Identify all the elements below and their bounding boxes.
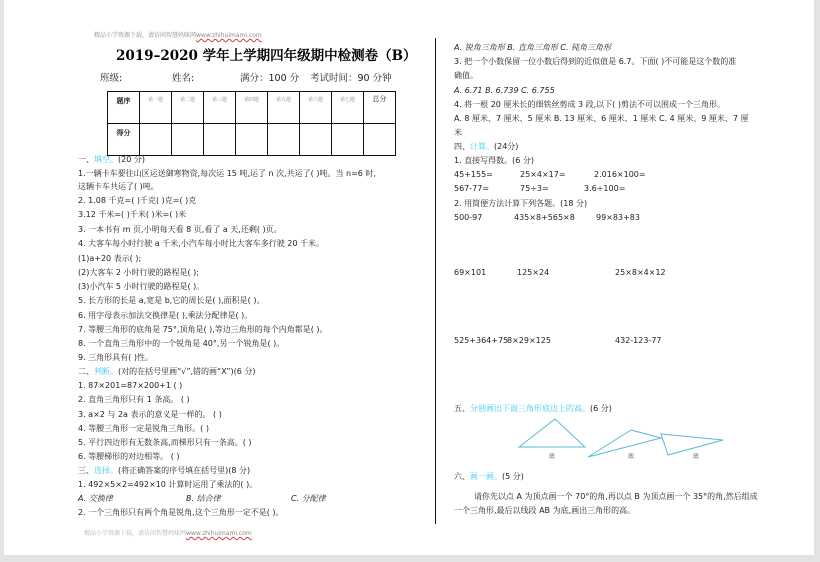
section2-prefix: 二、 <box>78 367 94 376</box>
col-q3: 第三题 <box>204 92 236 124</box>
s2-line: 1. 87×201=87×200+1 ( ) <box>78 381 183 390</box>
section6-title: 画一画。 <box>470 472 502 481</box>
section2-instructions: (对的在括号里画“√”,错的画“X”)(6 分) <box>118 367 256 376</box>
s3-q1-option-a: A. 交换律 <box>78 494 113 503</box>
watermark-text: 精品小学资源下载，请访问智慧妈咪网 <box>84 530 187 537</box>
section1-prefix: 一、 <box>78 155 94 164</box>
section3-prefix: 三、 <box>78 466 94 475</box>
s2-line: 2. 直角三角形只有 1 条高。 ( ) <box>78 395 190 404</box>
s1-line: (2)大客车 2 小时行驶的路程是( ); <box>78 268 199 277</box>
s4-direct-item: 2.016×100= <box>594 170 646 179</box>
exam-title: 2019–2020 学年上学期四年级期中检测卷（B） <box>116 48 417 64</box>
section2-title: 判断。 <box>94 367 118 376</box>
s3-q1: 1. 492×5×2=492×10 计算时运用了乘法的( )。 <box>78 480 258 489</box>
s4-direct-item: 45+155= <box>454 170 493 179</box>
s1-line: 3.12 千米=( )千米( )米=( )米 <box>78 210 187 219</box>
s1-line: 3. 一本书有 m 页,小明每天看 8 页,看了 a 天,还剩( )页。 <box>78 225 282 234</box>
s1-line: 5. 长方形的长是 a,宽是 b,它的周长是( ),面积是( )。 <box>78 296 265 305</box>
col-q4: 第四题 <box>236 92 268 124</box>
watermark-url[interactable]: www.zhihuimami.com <box>186 530 252 537</box>
row-label-score: 得分 <box>108 124 140 156</box>
triangles-figure <box>4 0 814 555</box>
base-label-1: 底 <box>549 453 556 460</box>
s4-sub1: 1. 直接写得数。(6 分) <box>454 156 535 165</box>
s4-simplify-item: 525+364+75 <box>454 336 509 345</box>
s4-simplify-item: 432-123-77 <box>615 336 662 345</box>
s1-line: 这辆卡车共运了( )吨。 <box>78 182 159 191</box>
s4-sub2: 2. 用简便方法计算下列各题。(18 分) <box>454 199 588 208</box>
s1-line: 9. 三角形具有( )性。 <box>78 353 153 362</box>
class-label: 班级: <box>100 73 123 84</box>
exam-page <box>4 0 814 555</box>
exam-time: 考试时间：90 分钟 <box>310 73 392 84</box>
s3-q1-option-c: C. 分配律 <box>291 494 326 503</box>
section6-points: (5 分) <box>502 472 524 481</box>
full-score: 满分：100 分 <box>240 73 300 84</box>
s6-line2: 一个三角形,最后以线段 AB 为底,画出三角形的高。 <box>454 506 636 515</box>
s3-q4-options-line1: A. 8 厘米、7 厘米、5 厘米 B. 13 厘米、6 厘米、1 厘米 C. 4 厘米、9 厘米、7 厘 <box>454 114 749 123</box>
s2-line: 6. 等腰梯形的对边相等。 ( ) <box>78 452 180 461</box>
s2-line: 3. a×2 与 2a 表示的意义是一样的。 ( ) <box>78 410 222 419</box>
s1-line: (1)a+20 表示( ); <box>78 254 142 263</box>
s4-simplify-item: 69×101 <box>454 268 487 277</box>
s1-line: 1.一辆卡车要往山区运送御寒物资,每次运 15 吨,运了 n 次,共运了( )吨。当 n=6 时, <box>78 169 376 178</box>
section5-prefix: 五、 <box>454 404 470 413</box>
section3-instructions: (将正确答案的序号填在括号里)(8 分) <box>118 466 251 475</box>
row-label-order: 题序 <box>108 92 140 124</box>
s1-line: 8. 一个直角三角形中的一个锐角是 40°,另一个锐角是( )。 <box>78 339 285 348</box>
section3-title: 选择。 <box>94 466 118 475</box>
col-q5: 第五题 <box>268 92 300 124</box>
triangle-2 <box>588 430 661 457</box>
s4-direct-item: 3.6÷100= <box>584 184 626 193</box>
col-q7: 第七题 <box>332 92 364 124</box>
s3-q3-line1: 3. 把一个小数保留一位小数后得到的近似值是 6.7。下面( )不可能是这个数的准 <box>454 57 737 66</box>
s2-line: 4. 等腰三角形一定是锐角三角形。( ) <box>78 424 209 433</box>
s3-q4: 4. 将一根 20 厘米长的细铁丝剪成 3 段,以下( )剪法不可以围成一个三角形。 <box>454 100 725 109</box>
s1-line: 6. 用字母表示加法交换律是( ),乘法分配律是( )。 <box>78 311 253 320</box>
col-q1: 第一题 <box>140 92 172 124</box>
s1-line: 4. 大客车每小时行驶 a 千米,小汽车每小时比大客车多行驶 20 千米。 <box>78 239 324 248</box>
s3-q2-options: A. 锐角三角形 B. 直角三角形 C. 钝角三角形 <box>454 43 612 52</box>
section5-title: 分别画出下面三角形底边上的高。 <box>470 404 590 413</box>
col-q2: 第二题 <box>172 92 204 124</box>
s4-simplify-item: 8×29×125 <box>507 336 551 345</box>
s3-q2: 2. 一个三角形只有两个角是锐角,这个三角形一定不是( )。 <box>78 508 284 517</box>
s4-simplify-item: 435×8+565×8 <box>514 213 575 222</box>
section6-prefix: 六、 <box>454 472 470 481</box>
base-label-3: 底 <box>693 453 700 460</box>
s4-simplify-item: 25×8×4×12 <box>615 268 666 277</box>
s2-line: 5. 平行四边形有无数条高,而梯形只有一条高。( ) <box>78 438 252 447</box>
section1-points: (20 分) <box>118 155 145 164</box>
s3-q4-options-line2: 米 <box>454 128 462 137</box>
s1-line: 2. 1.08 千克=( )千克( )克=( )克 <box>78 196 197 205</box>
watermark-url[interactable]: www.zhihuimami.com <box>196 32 262 39</box>
triangle-1 <box>519 419 585 447</box>
section6-heading <box>454 471 524 482</box>
section4-points: (24分) <box>494 142 519 151</box>
section4-title: 计算。 <box>470 142 494 151</box>
s4-simplify-item: 500-97 <box>454 213 483 222</box>
s4-simplify-item: 99×83+83 <box>596 213 640 222</box>
base-label-2: 底 <box>628 453 635 460</box>
s6-line1: 请你先以点 A 为顶点画一个 70°的角,再以点 B 为顶点画一个 35°的角,然后组成 <box>474 492 758 501</box>
triangle-3 <box>661 434 723 455</box>
s3-q1-option-b: B. 结合律 <box>186 494 221 503</box>
s4-direct-item: 567-77= <box>454 184 490 193</box>
s1-line: (3)小汽车 5 小时行驶的路程是( )。 <box>78 282 205 291</box>
s4-direct-item: 75÷3= <box>520 184 549 193</box>
watermark-text: 精品小学资源下载，请访问智慧妈咪网 <box>94 32 197 39</box>
s3-q3-line2: 确值。 <box>454 71 478 80</box>
section1-title: 填空。 <box>94 155 118 164</box>
s4-simplify-item: 125×24 <box>517 268 550 277</box>
section5-points: (6 分) <box>590 404 612 413</box>
section4-prefix: 四、 <box>454 142 470 151</box>
col-q6: 第六题 <box>300 92 332 124</box>
s1-line: 7. 等腰三角形的底角是 75°,顶角是( ),等边三角形的每个内角都是( )。 <box>78 325 328 334</box>
name-label: 姓名: <box>172 73 195 84</box>
s3-q3-options: A. 6.71 B. 6.739 C. 6.755 <box>454 86 555 95</box>
s4-direct-item: 25×4×17= <box>520 170 566 179</box>
col-total: 总分 <box>364 92 396 124</box>
